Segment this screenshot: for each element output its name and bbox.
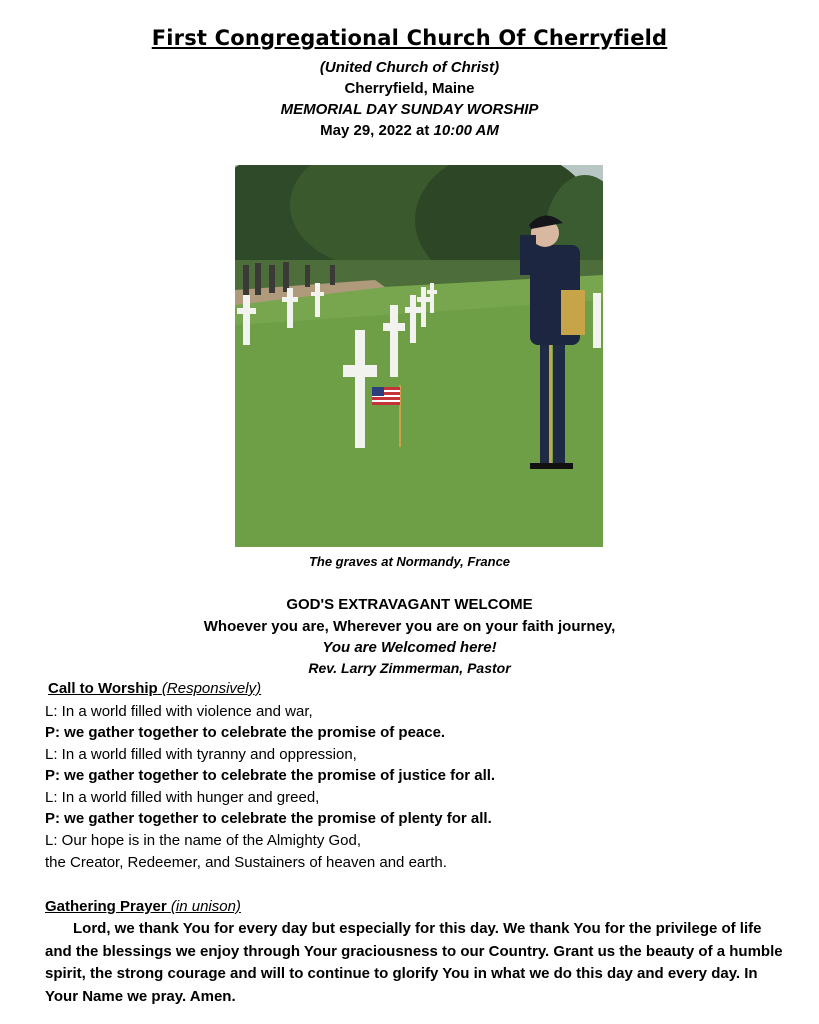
litany-text: the Creator, Redeemer, and Sustainers of heaven and earth.: [45, 854, 447, 871]
litany-line: [45, 808, 492, 830]
litany-line: [45, 701, 313, 723]
litany-speaker: L:: [45, 789, 58, 806]
welcome-heading: GOD'S EXTRAVAGANT WELCOME: [286, 596, 533, 613]
welcome-line-2: You are Welcomed here!: [322, 639, 497, 656]
church-location: Cherryfield, Maine: [344, 80, 475, 97]
litany-speaker: L:: [45, 746, 58, 763]
litany-text: we gather together to celebrate the promise of plenty for all.: [60, 810, 492, 827]
litany-line: [45, 765, 495, 787]
call-to-worship-heading: [48, 680, 261, 697]
litany-text: Our hope is in the name of the Almighty God,: [57, 832, 362, 849]
litany-speaker: P:: [45, 724, 60, 741]
prayer-body: Lord, we thank You for every day but especially for this day. We thank You for the privilege of life and the blessings we enjoy through Your graciousness to our Country. Grant us the beauty of a humble spirit, the strong courage and will to continue to glorify You in what we do this day and every day. In Your Name we pray. Amen.: [45, 920, 783, 1005]
service-time: 10:00 AM: [433, 122, 499, 139]
denomination: (United Church of Christ): [319, 59, 500, 76]
gathering-prayer-text: [45, 918, 790, 1008]
church-title: First Congregational Church Of Cherryfield: [151, 26, 668, 50]
litany-speaker: L:: [45, 832, 58, 849]
pastor-name: Rev. Larry Zimmerman, Pastor: [308, 660, 511, 676]
service-title: MEMORIAL DAY SUNDAY WORSHIP: [280, 101, 539, 118]
call-to-worship-title: Call to Worship: [48, 680, 158, 697]
litany-text: In a world filled with hunger and greed,: [57, 789, 320, 806]
litany-speaker: P:: [45, 810, 60, 827]
litany-line: [45, 787, 319, 809]
litany-line: [45, 722, 445, 744]
photo-caption: The graves at Normandy, France: [308, 554, 511, 569]
litany-speaker: P:: [45, 767, 60, 784]
call-to-worship-note: (Responsively): [161, 680, 262, 697]
litany-text: we gather together to celebrate the promise of justice for all.: [60, 767, 496, 784]
normandy-graves-photo: [235, 165, 603, 547]
litany-line: [45, 830, 361, 852]
litany-speaker: L:: [45, 703, 58, 720]
gathering-prayer-heading: [45, 898, 241, 915]
gathering-prayer-title: Gathering Prayer: [45, 898, 167, 915]
litany-text: In a world filled with violence and war,: [57, 703, 313, 720]
gathering-prayer-note: (in unison): [170, 898, 241, 915]
litany-line: [45, 744, 357, 766]
litany-text: In a world filled with tyranny and oppression,: [57, 746, 357, 763]
litany-text: we gather together to celebrate the promise of peace.: [60, 724, 446, 741]
service-date-text: May 29, 2022 at: [320, 122, 434, 139]
service-date: [0, 120, 819, 141]
welcome-line-1: Whoever you are, Wherever you are on your faith journey,: [203, 618, 616, 635]
litany-line: [45, 852, 447, 874]
